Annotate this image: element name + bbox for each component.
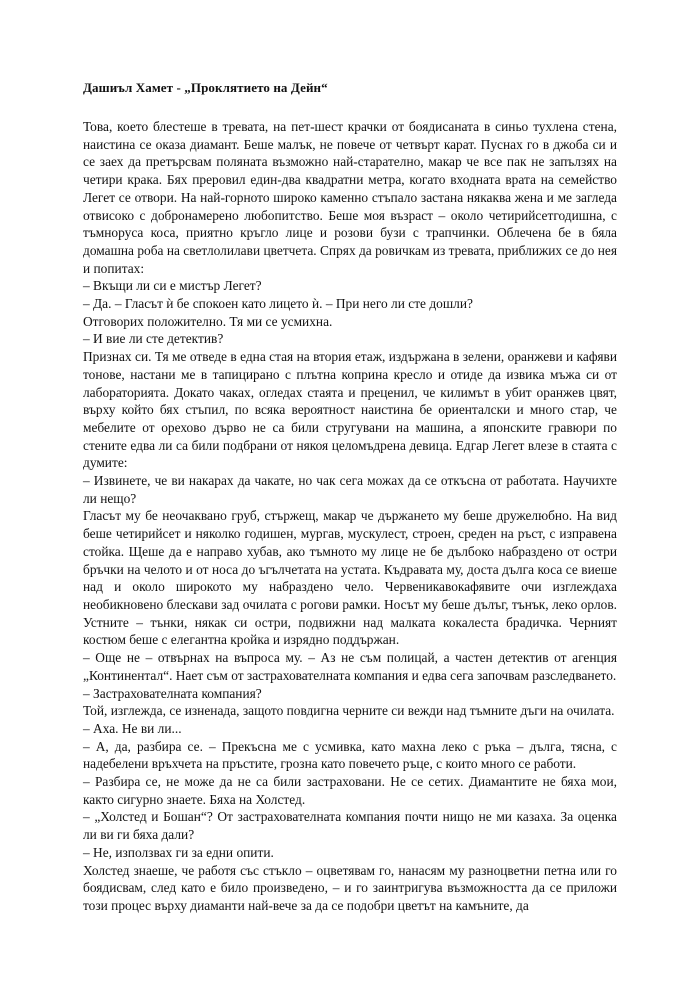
paragraph: – И вие ли сте детектив? [83,331,224,347]
paragraph: – Аха. Не ви ли... [83,720,182,736]
paragraph: – Разбира се, не може да не са били застраховани. Не се сетих. Диамантите не бяха мои, както сигурно знаете. Бяха на Холстед. [83,774,617,807]
paragraph: Той, изглежда, се изненада, защото повдигна черните си вежди над тъмните дъги на очилата. [83,703,615,719]
paragraph: – Застрахователната компания? [83,685,262,701]
paragraph: Това, което блестеше в тревата, на пет-шест крачки от боядисаната в синьо тухлена стена, наистина се оказа диамант. Беше малък, не повече от четвърт карат. Пуснах го в джоба си и се заех да претърсвам поляната възможно най-старателно, макар че все пак не запълзях на четири крака. Бях преровил един-два квадратни метра, когато входната врата на семейство Легет се отвори. На най-горното широко каменно стъпало застана някаква жена и ме загледа отвисоко с добронамерено любопитство. Беше моя възраст – около четирийсетгодишна, с тъмноруса коса, приятно кръгло лице и розови бузи с трапчинки. Облечена бе в бяла домашна роба на светлолилави цветчета. Спрях да ровичкам из тревата, приближих се до нея и попитах: [83,119,617,276]
paragraph: – Вкъщи ли си е мистър Легет? [83,278,262,294]
document-title: Дашиъл Хамет - „Проклятието на Дейн“ [83,80,328,95]
paragraph: – Извинете, че ви накарах да чакате, но чак сега можах да се откъсна от работата. Научихте ли нещо? [83,473,617,506]
paragraph: – Още не – отвърнах на въпроса му. – Аз не съм полицай, а частен детектив от агенция „Континентал“. Нает съм от застрахователната компания и едва сега започвам разследването. [83,650,617,683]
paragraph: Гласът му бе неочаквано груб, стържещ, макар че държането му беше дружелюбно. На вид беше четирийсет и няколко годишен, мургав, мускулест, строен, среден на ръст, с изправена стойка. Щеше да е направо хубав, ако тъмното му лице не бе дълбоко набраздено от остри бръчки на челото и от носа до ъгълчетата на устата. Къдравата му, доста дълга коса се виеше над и около широкото му набраздено чело. Червеникавокафявите очи изглеждаха необикновено блескави зад очилата с рогови рамки. Носът му беше дълъг, тънък, леко орлов. Устните – тънки, някак си остри, подвижни над малката кокалеста брадичка. Черният костюм беше с елегантна кройка и изрядно поддържан. [83,508,617,648]
document-body [83,118,617,915]
paragraph: – Да. – Гласът ѝ бе спокоен като лицето ѝ. – При него ли сте дошли? [83,296,473,312]
paragraph: – А, да, разбира се. – Прекъсна ме с усмивка, като махна леко с ръка – дълга, тясна, с надебелени връхчета на пръстите, грозна като повечето ръце, с които много се работи. [83,738,617,772]
paragraph: – Не, използвах ги за едни опити. [83,844,274,860]
paragraph: Признах си. Тя ме отведе в една стая на втория етаж, издържана в зелени, оранжеви и кафяви тонове, настани ме в тапицирано с плътна коприна кресло и отиде да извика мъжа си от лабораторията. Докато чаках, огледах стаята и преценил, че килимът в убит оранжев цвят, върху който бях стъпил, по всяка вероятност наистина бе ориенталски и много стар, че мебелите от орехово дърво не са били стругувани на машина, а японските гравюри по стените едва ли са били подбрани от някоя целомъдрена девица. Едгар Легет влезе в стаята с думите: [83,349,617,471]
paragraph: Отговорих положително. Тя ми се усмихна. [83,313,333,329]
paragraph: – „Холстед и Бошан“? От застрахователната компания почти нищо не ми казаха. За оценка ли ви ги бяха дали? [83,809,617,843]
paragraph: Холстед знаеше, че работя със стъкло – оцветявам го, нанасям му разноцветни петна или го боядисвам, след като е било произведено, – и го заинтригува възможността да се приложи този процес върху диаманти най-вече за да се подобри цветът на камъните, да [83,862,617,913]
